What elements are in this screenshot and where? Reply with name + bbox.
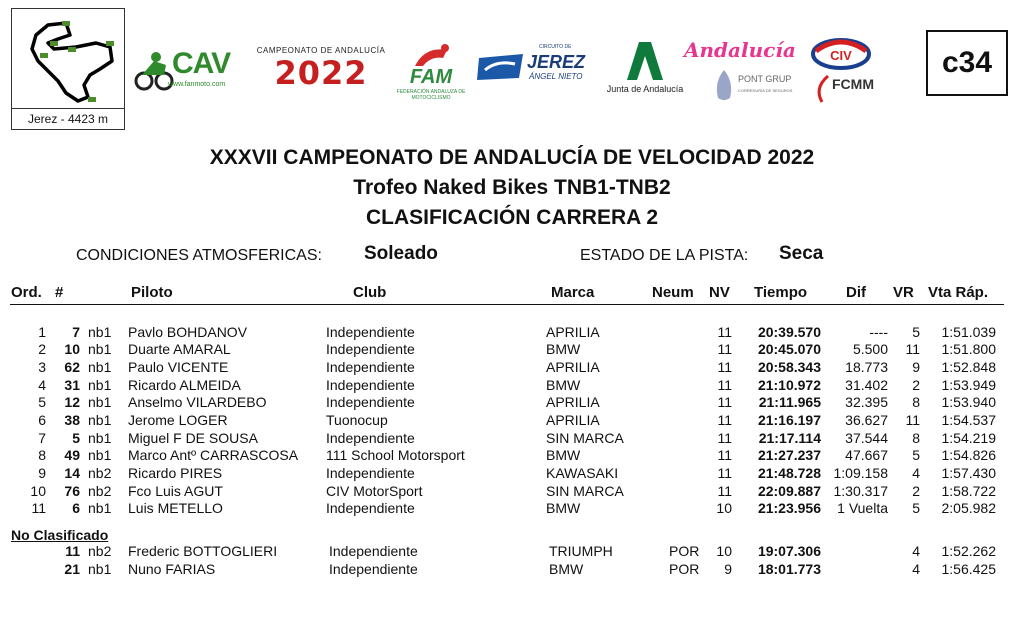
sector-marker-icon: [40, 53, 48, 58]
cell-laps: 11: [717, 412, 732, 428]
cell-laps: 11: [717, 483, 732, 499]
cell-club: Independiente: [326, 394, 415, 410]
cell-time: 21:10.972: [757, 377, 821, 393]
cell-time: 20:39.570: [757, 324, 821, 340]
cell-vr: 4: [912, 561, 920, 577]
cell-num: 38: [64, 412, 80, 428]
table-row: [0, 500, 1024, 517]
cell-club: Independiente: [326, 341, 415, 357]
col-vr: VR: [893, 284, 914, 301]
cell-club: Independiente: [326, 324, 415, 340]
cell-fastest: 1:52.848: [941, 359, 996, 375]
cell-laps: 11: [717, 465, 732, 481]
cell-vr: 4: [912, 465, 920, 481]
junta-logo-text: Junta de Andalucía: [606, 84, 684, 94]
table-row: [0, 561, 1024, 578]
cell-vr: 2: [912, 377, 920, 393]
track-caption: Jerez - 4423 m: [12, 108, 124, 129]
col-brand: Marca: [551, 284, 595, 301]
cell-fastest: 1:52.262: [941, 543, 996, 559]
cell-time: 20:58.343: [757, 359, 821, 375]
cell-vr: 5: [912, 447, 920, 463]
junta-arch-icon: [625, 40, 665, 82]
cell-pilot: Luis METELLO: [128, 500, 223, 516]
cell-fastest: 2:05.982: [941, 500, 996, 516]
cell-cat: nb2: [88, 543, 112, 559]
cell-time: 21:48.728: [757, 465, 821, 481]
cell-diff: 47.667: [845, 447, 888, 463]
championship-title: XXXVII CAMPEONATO DE ANDALUCÍA DE VELOCIDAD 2022: [209, 146, 815, 169]
cell-vr: 5: [912, 500, 920, 516]
sector-marker-icon: [50, 41, 58, 46]
fam-logo: [395, 42, 467, 100]
cell-time: 21:27.237: [757, 447, 821, 463]
cell-fastest: 1:53.940: [941, 394, 996, 410]
cell-pilot: Jerome LOGER: [128, 412, 228, 428]
cell-cat: nb2: [88, 465, 112, 481]
pont-grup-logo: [712, 66, 802, 104]
cell-cat: nb1: [88, 430, 112, 446]
cell-vr: 2: [912, 483, 920, 499]
cell-cat: nb1: [88, 359, 112, 375]
cell-num: 6: [72, 500, 80, 516]
cell-pilot: Anselmo VILARDEBO: [128, 394, 267, 410]
cav-logo-url: www.fanmoto.com: [168, 81, 226, 88]
track-state-value: Seca: [779, 243, 824, 264]
cell-diff: 18.773: [845, 359, 888, 375]
col-fastest: Vta Ráp.: [928, 284, 989, 301]
cell-diff: 32.395: [845, 394, 888, 410]
cell-cat: nb1: [88, 561, 112, 577]
cell-neum: POR: [669, 543, 700, 559]
cell-brand: BMW: [546, 500, 581, 516]
championship-logo-text: CAMPEONATO DE ANDALUCÍA: [256, 46, 386, 55]
cell-pilot: Nuno FARIAS: [128, 561, 216, 577]
cell-cat: nb1: [88, 377, 112, 393]
cell-ord: 5: [38, 394, 46, 410]
cell-diff: ----: [869, 324, 888, 340]
cell-ord: 2: [38, 341, 46, 357]
cell-time: 18:01.773: [757, 561, 821, 577]
andalucia-logo: [684, 38, 802, 60]
fam-rider-icon: [395, 42, 467, 70]
pont-grup-name: PONT GRUP: [738, 74, 792, 84]
cell-fastest: 1:56.425: [941, 561, 996, 577]
cell-ord: 1: [38, 324, 46, 340]
not-classified-heading: No Clasificado: [11, 527, 109, 543]
trophy-title: Trofeo Naked Bikes TNB1-TNB2: [353, 176, 671, 199]
cell-laps: 11: [717, 377, 732, 393]
cell-laps: 11: [717, 394, 732, 410]
table-row: [0, 447, 1024, 464]
cell-brand: BMW: [546, 447, 581, 463]
cell-diff: 5.500: [852, 341, 888, 357]
cell-diff: 1:09.158: [833, 465, 888, 481]
cell-ord: 11: [31, 500, 46, 516]
cell-vr: 11: [905, 412, 920, 428]
cell-vr: 4: [912, 543, 920, 559]
cell-time: 21:23.956: [757, 500, 821, 516]
cell-pilot: Pavlo BOHDANOV: [128, 324, 248, 340]
cell-pilot: Duarte AMARAL: [128, 341, 231, 357]
sector-marker-icon: [62, 21, 70, 26]
jerez-flag-icon: [477, 52, 525, 82]
championship-year: 2022: [274, 54, 368, 92]
cell-num: 76: [64, 483, 80, 499]
cell-time: 21:17.114: [758, 430, 821, 446]
cell-club: Independiente: [329, 561, 418, 577]
classification-title: CLASIFICACIÓN CARRERA 2: [365, 206, 659, 229]
cell-pilot: Marco Antº CARRASCOSA: [128, 447, 299, 463]
cell-fastest: 1:53.949: [941, 377, 996, 393]
cell-fastest: 1:51.800: [941, 341, 996, 357]
table-row: [0, 324, 1024, 341]
cell-vr: 9: [912, 359, 920, 375]
sector-marker-icon: [88, 97, 96, 102]
cell-cat: nb1: [88, 412, 112, 428]
cell-cat: nb1: [88, 341, 112, 357]
cell-brand: APRILIA: [546, 359, 600, 375]
cell-diff: 31.402: [845, 377, 888, 393]
table-row: [0, 341, 1024, 358]
cell-laps: 11: [717, 447, 732, 463]
cell-brand: TRIUMPH: [549, 543, 613, 559]
jerez-logo-text: JEREZ: [527, 52, 586, 72]
cell-pilot: Paulo VICENTE: [128, 359, 229, 375]
col-time: Tiempo: [754, 284, 808, 301]
fcmm-logo-text: FCMM: [832, 76, 874, 92]
table-row: [0, 394, 1024, 411]
cell-num: 10: [64, 341, 80, 357]
cell-club: CIV MotorSport: [326, 483, 423, 499]
fcmm-swoosh-icon: [812, 74, 832, 104]
fcmm-logo: [812, 74, 884, 108]
results-header: [0, 284, 1024, 304]
cell-brand: SIN MARCA: [546, 430, 624, 446]
cell-time: 22:09.887: [757, 483, 821, 499]
cell-ord: 8: [38, 447, 46, 463]
cell-club: Independiente: [326, 359, 415, 375]
cell-pilot: Frederic BOTTOGLIERI: [128, 543, 278, 559]
cell-pilot: Fco Luis AGUT: [128, 483, 223, 499]
cell-brand: BMW: [546, 341, 581, 357]
cell-club: Independiente: [329, 543, 418, 559]
cell-ord: 7: [38, 430, 46, 446]
col-club: Club: [353, 284, 387, 301]
cell-club: Independiente: [326, 500, 415, 516]
cell-diff: 37.544: [845, 430, 888, 446]
pont-grup-icon: [712, 68, 736, 102]
cell-num: 7: [72, 324, 80, 340]
cell-num: 11: [65, 543, 80, 559]
cell-ord: 3: [38, 359, 46, 375]
pont-grup-sub: CORREDURÍA DE SEGUROS: [738, 88, 793, 93]
cell-cat: nb1: [88, 500, 112, 516]
cell-vr: 11: [905, 341, 920, 357]
col-neum: Neum: [652, 284, 694, 301]
cell-vr: 8: [912, 394, 920, 410]
cav-logo: [132, 45, 242, 97]
cell-num: 62: [64, 359, 80, 375]
cell-club: Independiente: [326, 465, 415, 481]
cell-time: 21:11.965: [758, 394, 821, 410]
cell-ord: 9: [38, 465, 46, 481]
cell-num: 12: [64, 394, 80, 410]
cell-neum: POR: [669, 561, 700, 577]
cell-club: Independiente: [326, 377, 415, 393]
table-row: [0, 483, 1024, 500]
track-map: [11, 8, 125, 130]
cell-brand: APRILIA: [546, 324, 600, 340]
cell-num: 49: [64, 447, 80, 463]
cell-pilot: Ricardo ALMEIDA: [128, 377, 241, 393]
col-num: #: [55, 284, 64, 301]
sector-marker-icon: [68, 47, 76, 52]
col-ord: Ord.: [11, 284, 42, 301]
cell-time: 20:45.070: [757, 341, 821, 357]
fam-logo-sub: FEDERACIÓN ANDALUZA DE MOTOCICLISMO: [396, 89, 466, 101]
championship-logo: [250, 46, 392, 96]
cell-cat: nb1: [88, 324, 112, 340]
table-row: [0, 430, 1024, 447]
track-state-label: ESTADO DE LA PISTA:: [580, 247, 749, 264]
cell-num: 14: [64, 465, 80, 481]
cell-laps: 9: [724, 561, 732, 577]
sector-marker-icon: [106, 41, 114, 46]
cell-diff: 36.627: [845, 412, 888, 428]
table-row: [0, 412, 1024, 429]
fam-logo-text: FAM: [409, 66, 453, 88]
table-row: [0, 543, 1024, 560]
cell-laps: 10: [716, 543, 732, 559]
cell-time: 19:07.306: [757, 543, 821, 559]
cell-pilot: Miguel F DE SOUSA: [128, 430, 258, 446]
col-laps: NV: [709, 284, 730, 301]
document-titles: [0, 143, 1024, 233]
cell-brand: APRILIA: [546, 412, 600, 428]
table-row: [0, 377, 1024, 394]
cell-vr: 8: [912, 430, 920, 446]
cell-laps: 11: [717, 359, 732, 375]
table-row: [0, 359, 1024, 376]
cell-fastest: 1:51.039: [941, 324, 996, 340]
cell-pilot: Ricardo PIRES: [128, 465, 223, 481]
pont-grup-text: [738, 74, 792, 96]
jerez-logo-sub: ÁNGEL NIETO: [529, 72, 583, 81]
track-layout-icon: [18, 13, 118, 107]
table-row: [0, 465, 1024, 482]
cell-diff: 1 Vuelta: [837, 500, 888, 516]
cell-vr: 5: [912, 324, 920, 340]
cav-logo-text: CAV: [172, 47, 231, 80]
cell-cat: nb1: [88, 447, 112, 463]
race-code: c34: [926, 30, 1008, 96]
cell-brand: BMW: [546, 377, 581, 393]
cell-club: 111 School Motorsport: [326, 447, 465, 463]
civ-logo-text: CIV: [830, 48, 852, 63]
cell-fastest: 1:54.826: [941, 447, 996, 463]
cell-laps: 10: [716, 500, 732, 516]
race-conditions: [0, 243, 1024, 269]
cell-ord: 6: [38, 412, 46, 428]
cell-brand: KAWASAKI: [546, 465, 619, 481]
andalucia-logo-text: Andalucía: [684, 38, 796, 62]
cell-laps: 11: [717, 324, 732, 340]
cell-num: 31: [64, 377, 80, 393]
col-pilot: Piloto: [131, 284, 173, 301]
cell-fastest: 1:57.430: [941, 465, 996, 481]
cell-brand: SIN MARCA: [546, 483, 624, 499]
cell-time: 21:16.197: [757, 412, 821, 428]
weather-label: CONDICIONES ATMOSFERICAS:: [76, 247, 322, 264]
cell-cat: nb1: [88, 394, 112, 410]
cell-brand: BMW: [549, 561, 584, 577]
cell-club: Tuonocup: [326, 412, 388, 428]
cell-fastest: 1:54.537: [941, 412, 996, 428]
civ-logo: [810, 37, 872, 71]
cell-cat: nb2: [88, 483, 112, 499]
header-rule: [10, 304, 1004, 305]
cell-club: Independiente: [326, 430, 415, 446]
cell-ord: 4: [38, 377, 46, 393]
col-diff: Dif: [846, 284, 866, 301]
civ-emblem-icon: [810, 37, 872, 71]
jerez-logo-top: CIRCUITO DE: [539, 44, 572, 50]
cell-laps: 11: [717, 341, 732, 357]
cell-diff: 1:30.317: [833, 483, 888, 499]
cell-fastest: 1:54.219: [941, 430, 996, 446]
cell-laps: 11: [717, 430, 732, 446]
cell-num: 5: [72, 430, 80, 446]
cell-ord: 10: [30, 483, 46, 499]
weather-value: Soleado: [364, 243, 438, 264]
cell-fastest: 1:58.722: [941, 483, 996, 499]
cell-num: 21: [64, 561, 80, 577]
jerez-circuit-logo: [477, 44, 589, 86]
cell-brand: APRILIA: [546, 394, 600, 410]
